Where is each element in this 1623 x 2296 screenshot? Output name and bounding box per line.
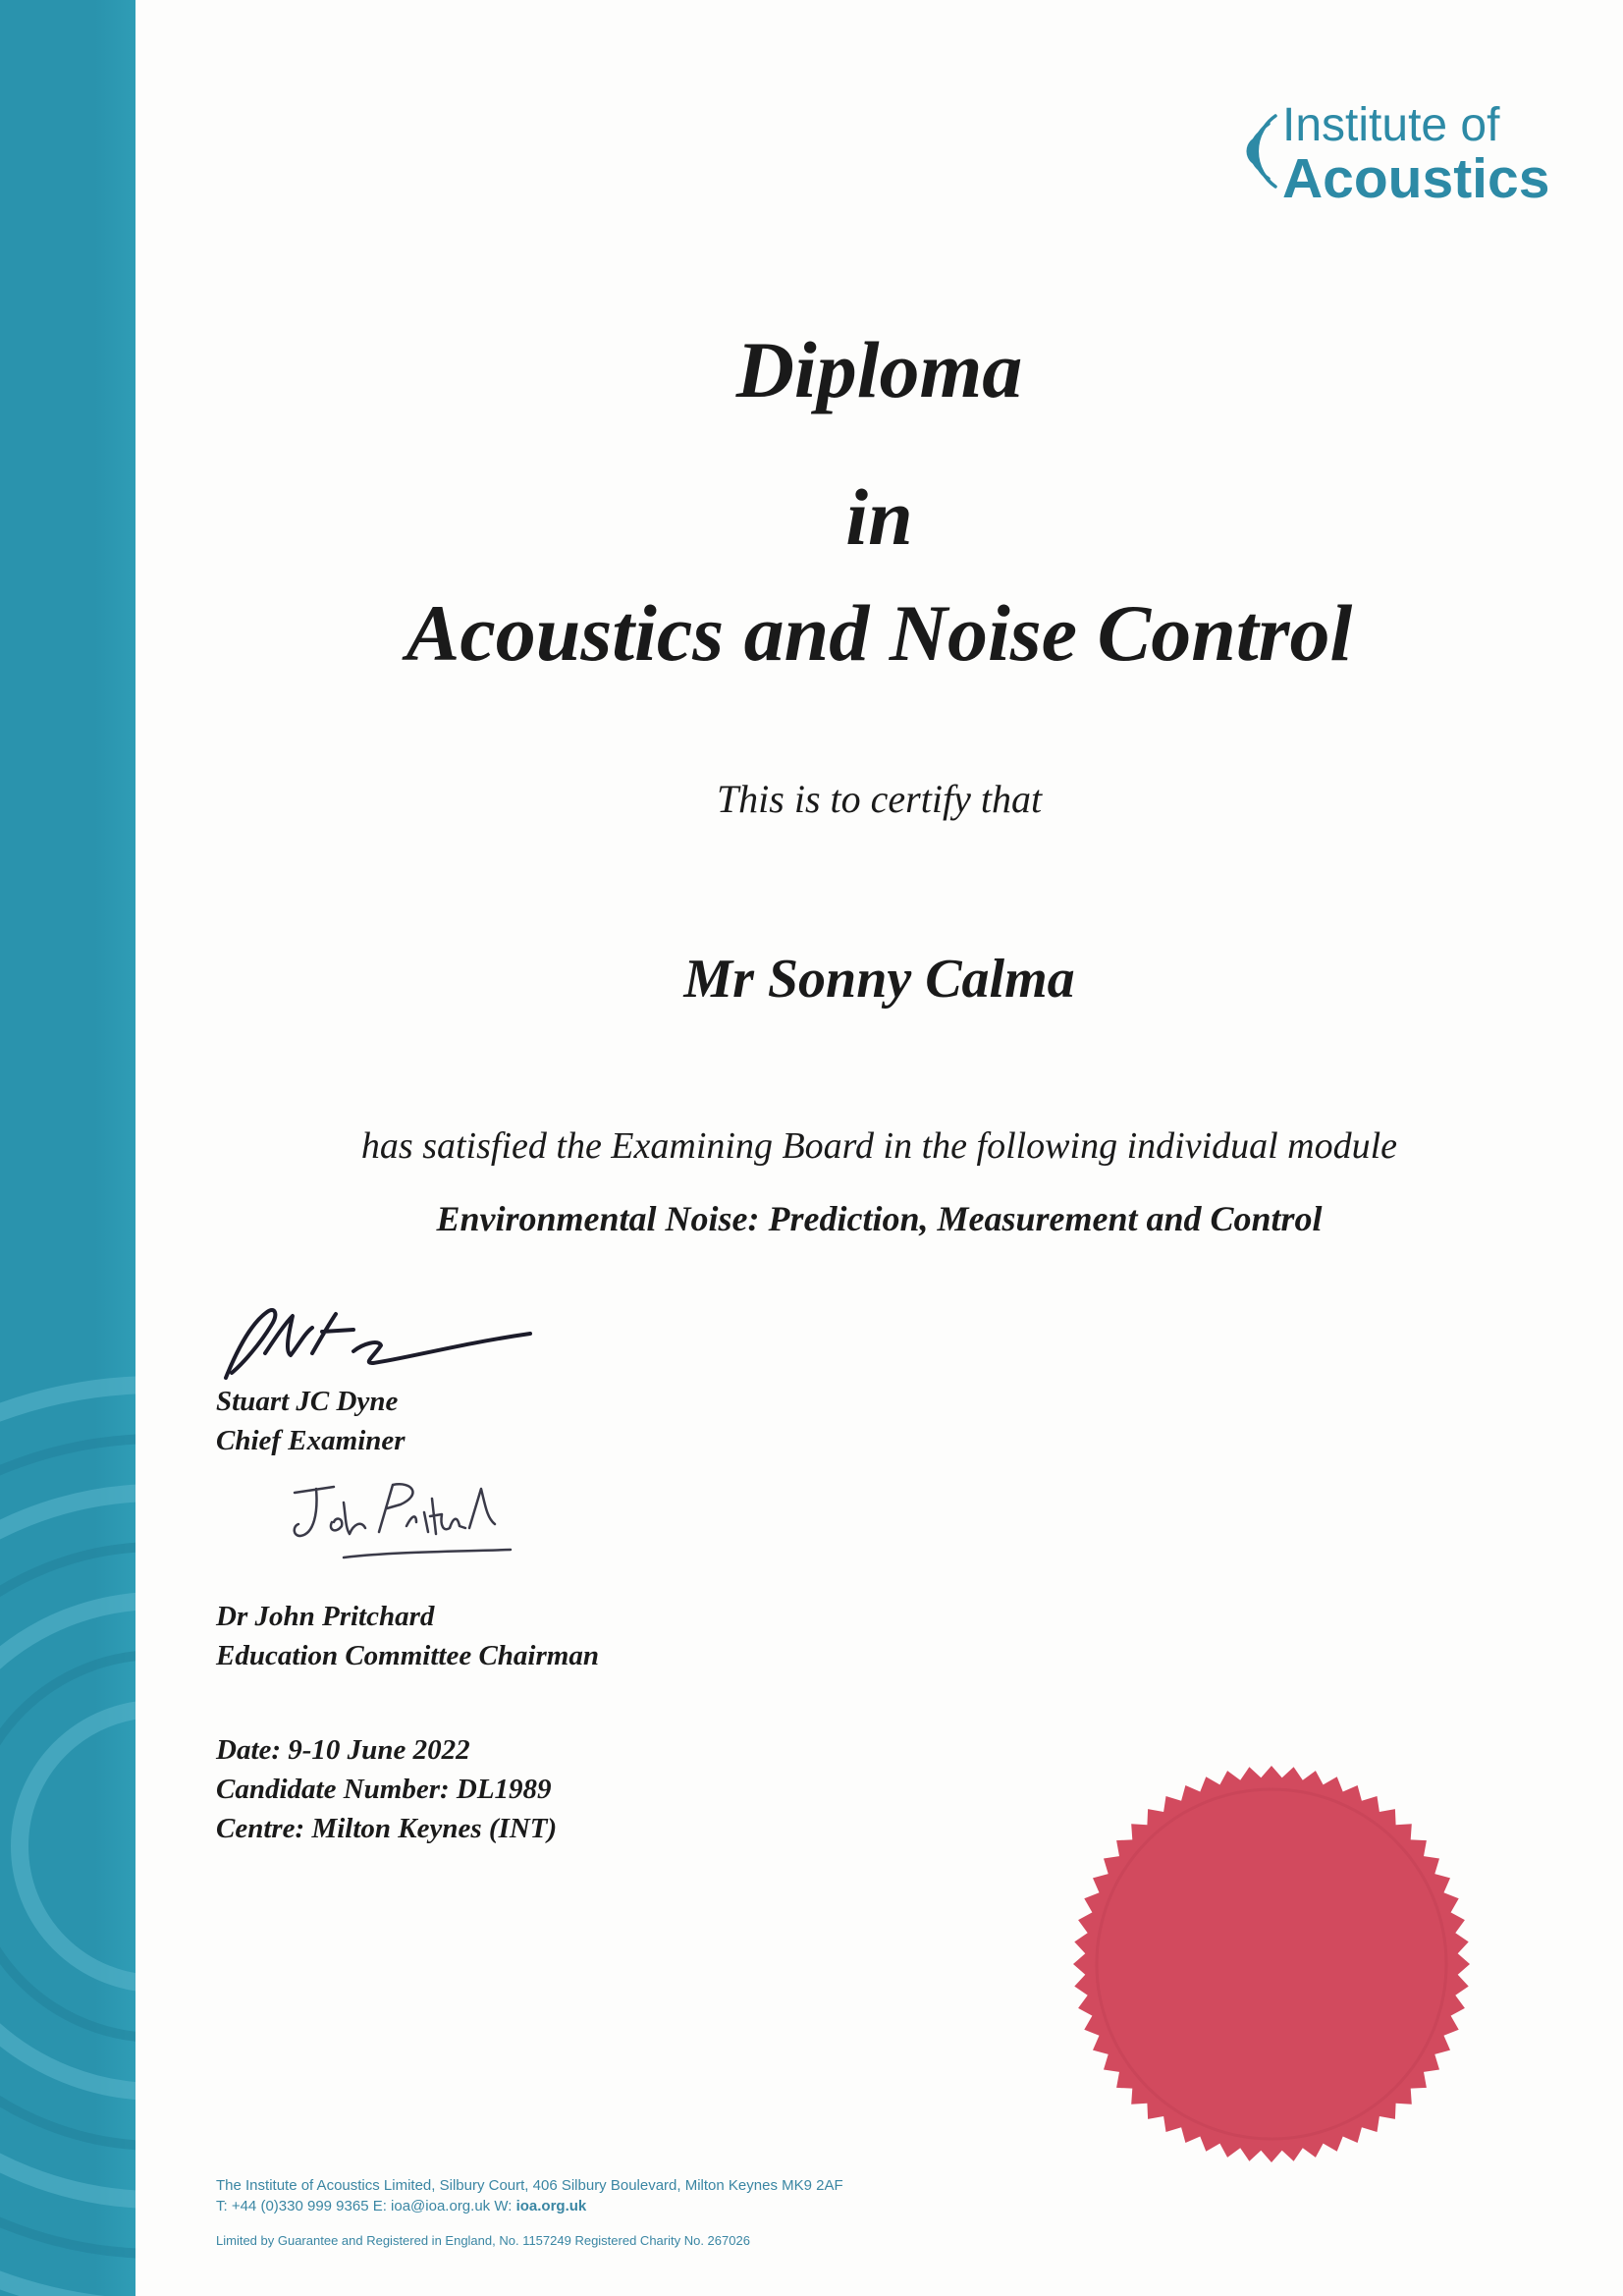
logo-line-institute: Institute of (1282, 99, 1500, 151)
chief-examiner-block (216, 1382, 406, 1460)
module-name: Environmental Noise: Prediction, Measurement and Control (436, 1199, 1323, 1238)
title-diploma: Diploma (735, 325, 1023, 414)
institute-logo (1208, 96, 1550, 214)
title-subject: Acoustics and Noise Control (406, 588, 1353, 678)
satisfied-text: has satisfied the Examining Board in the following individual module (360, 1125, 1398, 1167)
exam-details-block (216, 1730, 557, 1848)
footer-contact (216, 2198, 586, 2214)
footer-contact-details: T: +44 (0)330 999 9365 E: ioa@ioa.org.uk W: (216, 2198, 516, 2214)
signature-chief-examiner (206, 1294, 540, 1393)
exam-centre: Centre: Milton Keynes (INT) (216, 1813, 558, 1844)
side-band-graphic (0, 0, 135, 2296)
chairman-block (216, 1597, 599, 1675)
title-in: in (845, 472, 913, 562)
certify-text: This is to certify that (716, 777, 1043, 821)
chief-examiner-name: Stuart JC Dyne (216, 1386, 399, 1417)
chief-examiner-role: Chief Examiner (216, 1425, 406, 1456)
exam-date: Date: 9-10 June 2022 (216, 1734, 470, 1766)
logo-line-acoustics: Acoustics (1282, 147, 1550, 210)
decorative-side-band (0, 0, 135, 2296)
recipient-name: Mr Sonny Calma (683, 949, 1075, 1010)
chairman-role: Education Committee Chairman (216, 1640, 599, 1671)
red-embossed-seal (1070, 1763, 1473, 2165)
signature-education-chairman (285, 1463, 540, 1571)
chairman-name: Dr John Pritchard (216, 1601, 435, 1632)
footer-website: ioa.org.uk (515, 2198, 587, 2214)
footer-address: The Institute of Acoustics Limited, Silbury Court, 406 Silbury Boulevard, Milton Keynes MK9 2AF (216, 2177, 843, 2194)
candidate-number: Candidate Number: DL1989 (216, 1774, 552, 1805)
sound-waves-icon (1208, 102, 1278, 200)
footer-registration: Limited by Guarantee and Registered in England, No. 1157249 Registered Charity No. 267026 (216, 2233, 750, 2248)
